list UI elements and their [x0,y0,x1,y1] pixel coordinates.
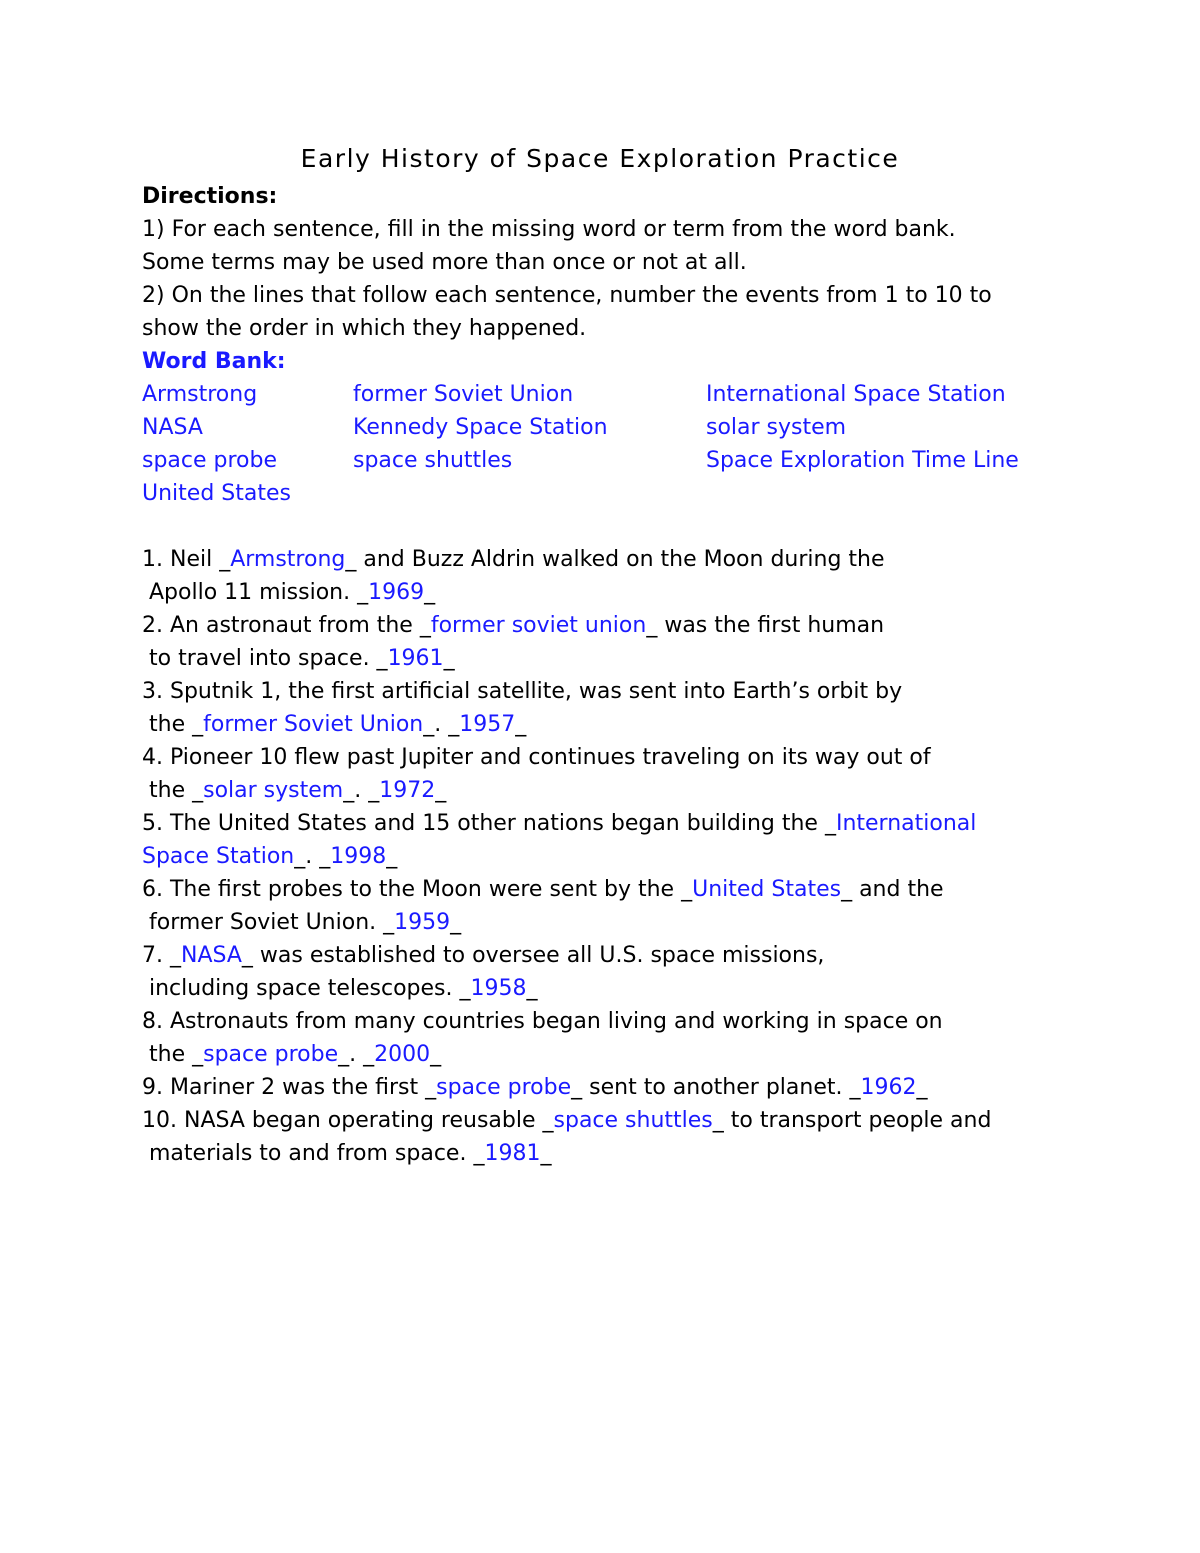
question-7-line-2: including space telescopes. _1958_ [149,976,538,1001]
answer-text: space probe [203,1042,339,1067]
question-1-line-2: Apollo 11 mission. _1969_ [149,580,436,605]
answer-text: space shuttles [553,1108,713,1133]
answer-text: Space Station [142,844,295,869]
answer-year: 1957 [459,712,516,737]
answer-text: solar system [203,778,344,803]
word-bank-term: International Space Station [706,382,1006,407]
word-bank-term: former Soviet Union [353,382,574,407]
question-2-line-2: to travel into space. _1961_ [149,646,455,671]
question-2-line-1: 2. An astronaut from the _former soviet union_ was the first human [142,613,885,638]
answer-text: space probe [436,1075,572,1100]
answer-text: former soviet union [430,613,647,638]
directions-line-2: Some terms may be used more than once or not at all. [142,250,747,275]
question-3-line-2: the _former Soviet Union_. _1957_ [149,712,527,737]
question-8-line-1: 8. Astronauts from many countries began living and working in space on [142,1009,943,1034]
word-bank-term: Space Exploration Time Line [706,448,1019,473]
answer-year: 1998 [330,844,387,869]
question-10-line-1: 10. NASA began operating reusable _space shuttles_ to transport people and [142,1108,992,1133]
word-bank-row [142,411,1102,444]
question-4-line-2: the _solar system_. _1972_ [149,778,447,803]
answer-year: 1969 [368,580,425,605]
answer-text: International [835,811,977,836]
answer-text: former Soviet Union [203,712,424,737]
question-5-line-1: 5. The United States and 15 other nations began building the _International [142,811,977,836]
directions-line-3: 2) On the lines that follow each sentence, number the events from 1 to 10 to [142,283,992,308]
directions-line-4: show the order in which they happened. [142,316,587,341]
answer-year: 1962 [860,1075,917,1100]
word-bank-term: space probe [142,448,278,473]
question-6-line-1: 6. The first probes to the Moon were sent by the _United States_ and the [142,877,944,902]
question-8-line-2: the _space probe_. _2000_ [149,1042,442,1067]
question-5-line-2: Space Station_. _1998_ [142,844,398,869]
question-9-line-1: 9. Mariner 2 was the first _space probe_ sent to another planet. _1962_ [142,1075,928,1100]
question-6-line-2: former Soviet Union. _1959_ [149,910,462,935]
word-bank-term: NASA [142,415,203,440]
question-7-line-1: 7. _NASA_ was established to oversee all U.S. space missions, [142,943,825,968]
word-bank-row [142,378,1102,411]
directions-heading: Directions: [142,184,278,209]
spacer [142,510,1102,543]
question-3-line-1: 3. Sputnik 1, the first artificial satellite, was sent into Earth’s orbit by [142,679,903,704]
answer-year: 1958 [470,976,527,1001]
answer-text: Armstrong [230,547,346,572]
word-bank-row [142,444,1102,477]
word-bank-term: solar system [706,415,847,440]
word-bank-term: Armstrong [142,382,258,407]
word-bank-term: United States [142,481,291,506]
word-bank-heading: Word Bank: [142,349,286,374]
answer-year: 1981 [484,1141,541,1166]
answer-year: 1972 [379,778,436,803]
answer-text: NASA [180,943,242,968]
answer-year: 2000 [374,1042,431,1067]
answer-text: United States [692,877,842,902]
word-bank-row [142,477,1102,510]
word-bank-term: Kennedy Space Station [353,415,608,440]
question-1-line-1: 1. Neil _Armstrong_ and Buzz Aldrin walked on the Moon during the [142,547,885,572]
page-title: Early History of Space Exploration Practice [300,144,900,173]
directions-line-1: 1) For each sentence, fill in the missing word or term from the word bank. [142,217,956,242]
answer-year: 1961 [387,646,444,671]
word-bank-term: space shuttles [353,448,513,473]
worksheet-content [142,180,1102,1170]
question-4-line-1: 4. Pioneer 10 flew past Jupiter and continues traveling on its way out of [142,745,931,770]
question-10-line-2: materials to and from space. _1981_ [149,1141,552,1166]
answer-year: 1959 [394,910,451,935]
